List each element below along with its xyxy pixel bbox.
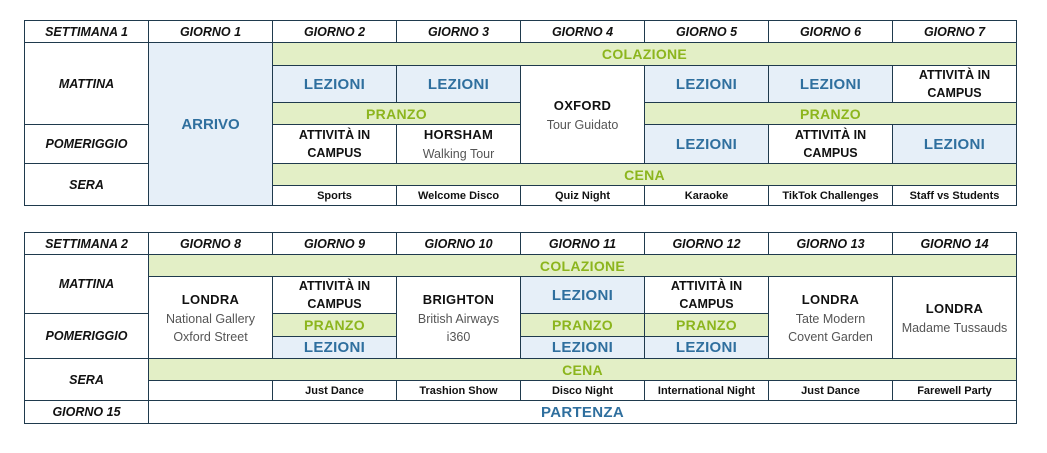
trip-subtitle: i360 [446, 329, 471, 344]
week-label: SETTIMANA 1 [25, 21, 149, 43]
activity-cell: ATTIVITÀ IN CAMPUS [645, 277, 769, 314]
brighton-trip-cell [397, 277, 521, 359]
row-label-mattina: MATTINA [25, 43, 149, 125]
trip-subtitle: Madame Tussauds [901, 320, 1008, 335]
row-label-mattina: MATTINA [25, 255, 149, 314]
activity-cell: ATTIVITÀ IN CAMPUS [273, 125, 397, 164]
trip-title: OXFORD [553, 97, 612, 113]
day-header: GIORNO 9 [273, 233, 397, 255]
evening-activity: Trashion Show [397, 381, 521, 401]
day-header: GIORNO 7 [893, 21, 1017, 43]
day-header: GIORNO 5 [645, 21, 769, 43]
horsham-trip-cell [397, 125, 521, 164]
pranzo-band: PRANZO [521, 314, 645, 337]
evening-blank [149, 381, 273, 401]
partenza-band: PARTENZA [149, 401, 1017, 424]
week1-schedule [24, 20, 1017, 206]
evening-activity: Sports [273, 186, 397, 206]
evening-activity: Just Dance [273, 381, 397, 401]
colazione-band: COLAZIONE [149, 255, 1017, 277]
lezioni-cell: LEZIONI [645, 66, 769, 103]
lezioni-cell: LEZIONI [521, 337, 645, 359]
lezioni-cell: LEZIONI [273, 66, 397, 103]
trip-subtitle: National Gallery [166, 311, 255, 326]
trip-subtitle: British Airways [417, 311, 500, 326]
lezioni-cell: LEZIONI [769, 66, 893, 103]
row-label-sera: SERA [25, 164, 149, 206]
arrivo-cell: ARRIVO [149, 43, 273, 206]
trip-subtitle: Covent Garden [788, 329, 873, 344]
week-label: SETTIMANA 2 [25, 233, 149, 255]
londra-trip-cell [149, 277, 273, 359]
evening-activity: Disco Night [521, 381, 645, 401]
day-header: GIORNO 8 [149, 233, 273, 255]
trip-title: BRIGHTON [422, 291, 495, 307]
evening-activity: TikTok Challenges [769, 186, 893, 206]
trip-title: LONDRA [181, 291, 240, 307]
lezioni-cell: LEZIONI [397, 66, 521, 103]
cena-band: CENA [149, 359, 1017, 381]
cena-band: CENA [273, 164, 1017, 186]
trip-title: LONDRA [801, 291, 860, 307]
trip-subtitle: Tate Modern [795, 311, 866, 326]
evening-activity: Welcome Disco [397, 186, 521, 206]
trip-subtitle: Walking Tour [422, 147, 495, 161]
evening-activity: Staff vs Students [893, 186, 1017, 206]
lezioni-cell: LEZIONI [893, 125, 1017, 164]
activity-cell: ATTIVITÀ IN CAMPUS [273, 277, 397, 314]
row-label-giorno15: GIORNO 15 [25, 401, 149, 424]
day-header: GIORNO 13 [769, 233, 893, 255]
londra-trip-cell [769, 277, 893, 359]
row-label-sera: SERA [25, 359, 149, 401]
evening-activity: Quiz Night [521, 186, 645, 206]
row-label-pomeriggio: POMERIGGIO [25, 125, 149, 164]
evening-activity: Karaoke [645, 186, 769, 206]
row-label-pomeriggio: POMERIGGIO [25, 314, 149, 359]
pranzo-band: PRANZO [273, 314, 397, 337]
evening-activity: International Night [645, 381, 769, 401]
day-header: GIORNO 10 [397, 233, 521, 255]
lezioni-cell: LEZIONI [645, 337, 769, 359]
oxford-trip-cell [521, 66, 645, 164]
day-header: GIORNO 6 [769, 21, 893, 43]
week1-header-row [25, 21, 1017, 43]
day-header: GIORNO 4 [521, 21, 645, 43]
evening-activity: Just Dance [769, 381, 893, 401]
day-header: GIORNO 2 [273, 21, 397, 43]
trip-subtitle: Oxford Street [173, 329, 248, 344]
day-header: GIORNO 1 [149, 21, 273, 43]
day-header: GIORNO 3 [397, 21, 521, 43]
pranzo-band: PRANZO [645, 103, 1017, 125]
day-header: GIORNO 14 [893, 233, 1017, 255]
pranzo-band: PRANZO [645, 314, 769, 337]
activity-cell: ATTIVITÀ IN CAMPUS [893, 66, 1017, 103]
day-header: GIORNO 12 [645, 233, 769, 255]
pranzo-band: PRANZO [273, 103, 521, 125]
colazione-band: COLAZIONE [273, 43, 1017, 66]
lezioni-cell: LEZIONI [273, 337, 397, 359]
trip-title: HORSHAM [423, 127, 494, 142]
day-header: GIORNO 11 [521, 233, 645, 255]
lezioni-cell: LEZIONI [521, 277, 645, 314]
week2-schedule [24, 232, 1017, 424]
trip-title: LONDRA [925, 300, 984, 316]
londra-trip-cell [893, 277, 1017, 359]
evening-activity: Farewell Party [893, 381, 1017, 401]
activity-cell: ATTIVITÀ IN CAMPUS [769, 125, 893, 164]
lezioni-cell: LEZIONI [645, 125, 769, 164]
trip-subtitle: Tour Guidato [546, 117, 619, 132]
